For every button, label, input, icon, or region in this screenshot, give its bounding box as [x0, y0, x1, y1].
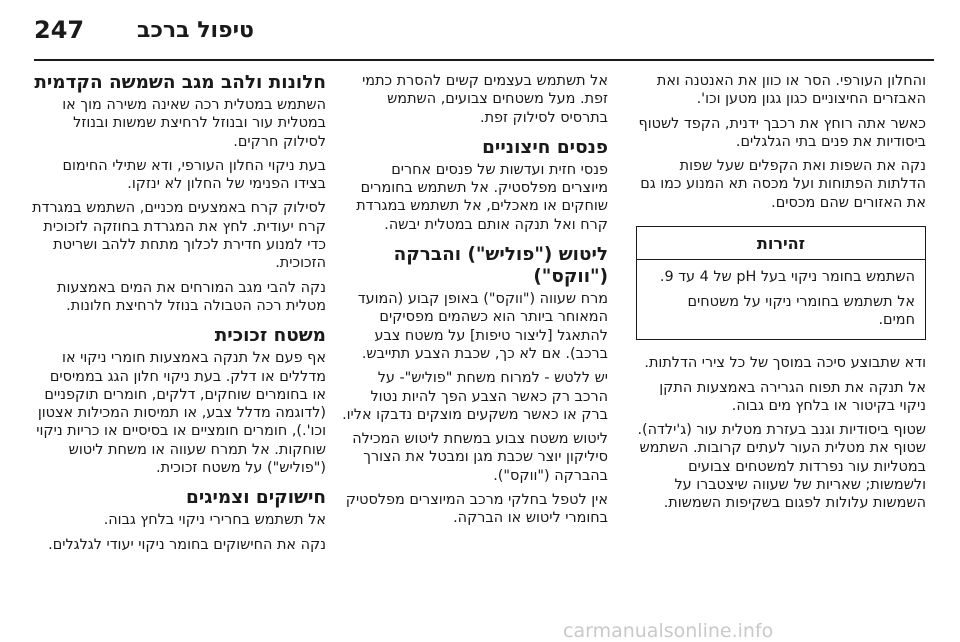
paragraph: כאשר אתה רוחץ את רכבך ידנית, הקפד לשטוף ביסודיות את פנים בתי הגלגלים.	[638, 115, 926, 150]
paragraph: אף פעם אל תנקה באמצעות חומרי ניקוי או מדללים או דלק. בעת ניקוי חלון הגג בממיסים או בחומרים שוחקים, דלקים, חומרים תוקפניים (לדוגמה מדלל צבע, או תמיסות המכילות אצטון וכו'.), חומרים חומציים או בסיסיים או כריות ניקוי שוחקות. אל תמרח שעווה או משחת ליטוש ("פוליש") על משטח זכוכית.	[36, 350, 326, 477]
paragraph: מרח שעווה ("ווקס") באופן קבוע (המועד המאוחר ביותר הוא כשהמים מפסיקים להתאגל [ליצור טיפות] על משטח צבע ברכב). אם לא כך, שכבת הצבע תתייבש.	[357, 291, 608, 362]
paragraph: לסילוק קרח באמצעים מכניים, השתמש במגרדת קרח יעודית. לחץ את המגרדת בחוזקה לזכוכית כדי למנוע חדירת לכלוך מתחת ללהב ושריטת הזכוכית.	[32, 200, 326, 272]
paragraph: בעת ניקוי החלון העורפי, ודא שתילי החימום בצידו הפנימי של החלון לא ינזקו.	[62, 157, 326, 193]
header-rule	[34, 59, 934, 61]
paragraph: והחלון העורפי. הסר או כוון את האנטנה ואת האבזרים החיצוניים כגון גגון מטען וכו'.	[656, 73, 926, 108]
page-header	[34, 14, 934, 50]
section-heading-polish-wax: ליטוש ("פוליש") והברקה ("ווקס")	[393, 244, 608, 288]
section-heading-glass-surface: משטח זכוכית	[214, 325, 326, 347]
section-heading-windows-wipers: חלונות ולהב מגב השמשה הקדמית	[34, 72, 326, 93]
section-heading-exterior-lights: פנסים חיצוניים	[482, 136, 608, 158]
paragraph: ליטוש משטח צבוע במשחת ליטוש המכילה סיליקון יוצר שכבת מגן ומבטל את הצורך בהברקה ("ווקס").	[352, 431, 608, 484]
paragraph: נקה את השפות ואת הקפלים שעל שפות הדלתות הפתוחות ועל מכסה תא המנוע כמו גם את האזורים שהם מכסים.	[640, 158, 926, 211]
column-left	[32, 72, 326, 560]
paragraph: יש ללטש - למרוח משחת "פוליש"- על הרכב רק כאשר הצבע הפך להיות נטול ברק או כאשר משקעים מוצקים נדבקו אליו.	[342, 370, 608, 423]
paragraph: ודא שתבוצע סיכה במוסך של כל צירי הדלתות.	[644, 355, 926, 372]
column-middle	[342, 72, 608, 534]
section-heading-wheels-tyres: חישוקים וצמיגים	[186, 487, 326, 509]
caution-text: השתמש בחומר ניקוי בעל pH של 4 עד 9.	[659, 269, 915, 286]
paragraph: נקה את החישוקים בחומר ניקוי יעודי לגלגלים.	[48, 536, 326, 553]
paragraph: נקה להבי מגב המורחים את המים באמצעות מטלית רכה הטבולה בנוזל לרחיצת חלונות.	[56, 279, 326, 314]
page-title: טיפול ברכב	[137, 18, 254, 43]
caution-text: אל תשתמש בחומרי ניקוי על משטחים חמים.	[687, 293, 915, 328]
caution-heading: זהירות	[637, 227, 925, 260]
caution-box	[636, 226, 926, 340]
paragraph: אין לטפל בחלקי מרכב המיוצרים מפלסטיק בחומרי ליטוש או הברקה.	[345, 492, 608, 527]
watermark: carmanualsonline.info	[563, 620, 774, 642]
paragraph: שטוף ביסודיות וגנב בעזרת מטלית עור (ג'ילדה). שטוף את מטלית העור לעתים קרובות. השתמש במטליות עור נפרדות למשטחים צבועים ולשמשות; שאריות של שעווה שיצטברו על השמשות עלולות לפגום בשקיפות השמשות.	[637, 422, 926, 512]
paragraph: אל תנקה את תפוח הגרירה באמצעות התקן ניקוי בקיטור או בלחץ מים גבוה.	[659, 379, 926, 414]
paragraph: אל תשתמש בעצמים קשים להסרת כתמי זפת. מעל משטחים צבועים, השתמש בתרסיס לסילוק זפת.	[362, 73, 608, 126]
paragraph: אל תשתמש בחרירי ניקוי בלחץ גבוה.	[103, 512, 326, 529]
paragraph: פנסי חזית ועדשות של פנסים אחרים מיוצרים מפלסטיק. אל תשתמש בחומרים שוחקים או מאכלים, אל תשתמש במגרדת קרח ואל תנקה אותם במטלית יבשה.	[356, 161, 608, 233]
column-right	[636, 72, 926, 519]
page-number: 247	[34, 16, 85, 44]
paragraph: השתמש במטלית רכה שאינה משירה מוך או במטלית עור ובנוזל לרחיצת שמשות ובנוזל לסילוק חרקים.	[62, 97, 326, 150]
